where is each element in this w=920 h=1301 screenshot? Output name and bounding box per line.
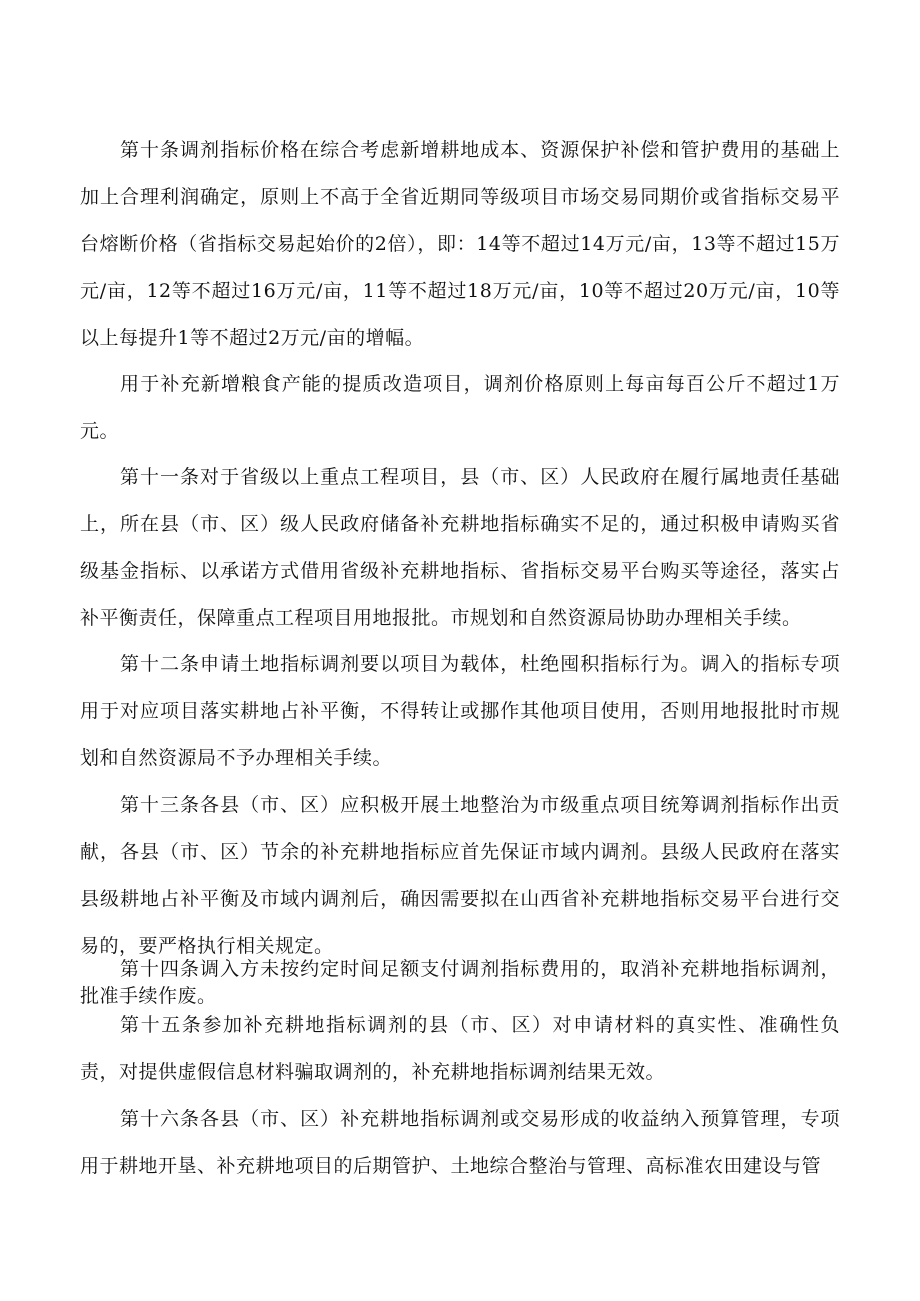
article-16-paragraph: 第十六条各县（市、区）补充耕地指标调剂或交易形成的收益纳入预算管理，专项用于耕地开垦、补充耕地项目的后期管护、土地综合整治与管理、高标准农田建设与管 bbox=[80, 1108, 840, 1177]
article-15-paragraph: 第十五条参加补充耕地指标调剂的县（市、区）对申请材料的真实性、准确性负责，对提供虚假信息材料骗取调剂的，补充耕地指标调剂结果无效。 bbox=[80, 1014, 840, 1083]
article-13-paragraph: 第十三条各县（市、区）应积极开展土地整治为市级重点项目统筹调剂指标作出贡献，各县（市、区）节余的补充耕地指标应首先保证市域内调剂。县级人民政府在落实县级耕地占补平衡及市域内调剂后，确因需要拟在山西省补充耕地指标交易平台进行交易的，要严格执行相关规定。 bbox=[80, 794, 840, 957]
grain-capacity-paragraph: 用于补充新增粮食产能的提质改造项目，调剂价格原则上每亩每百公斤不超过1万元。 bbox=[80, 373, 840, 442]
article-12-paragraph: 第十二条申请土地指标调剂要以项目为载体，杜绝囤积指标行为。调入的指标专项用于对应项目落实耕地占补平衡，不得转让或挪作其他项目使用，否则用地报批时市规划和自然资源局不予办理相关手续。 bbox=[80, 653, 840, 769]
article-11-paragraph: 第十一条对于省级以上重点工程项目，县（市、区）人民政府在履行属地责任基础上，所在县（市、区）级人民政府储备补充耕地指标确实不足的，通过积极申请购买省级基金指标、以承诺方式借用省级补充耕地指标、省指标交易平台购买等途径，落实占补平衡责任，保障重点工程项目用地报批。市规划和自然资源局协助办理相关手续。 bbox=[80, 466, 840, 629]
article-14-paragraph: 第十四条调入方未按约定时间足额支付调剂指标费用的，取消补充耕地指标调剂，批准手续作废。 bbox=[80, 958, 840, 1007]
article-10-paragraph: 第十条调剂指标价格在综合考虑新增耕地成本、资源保护补偿和管护费用的基础上加上合理利润确定，原则上不高于全省近期同等级项目市场交易同期价或省指标交易平台熔断价格（省指标交易起始价的2倍），即：14等不超过14万元/亩，13等不超过15万元/亩，12等不超过16万元/亩，11等不超过18万元/亩，10等不超过20万元/亩，10等以上每提升1等不超过2万元/亩的增幅。 bbox=[80, 139, 840, 349]
